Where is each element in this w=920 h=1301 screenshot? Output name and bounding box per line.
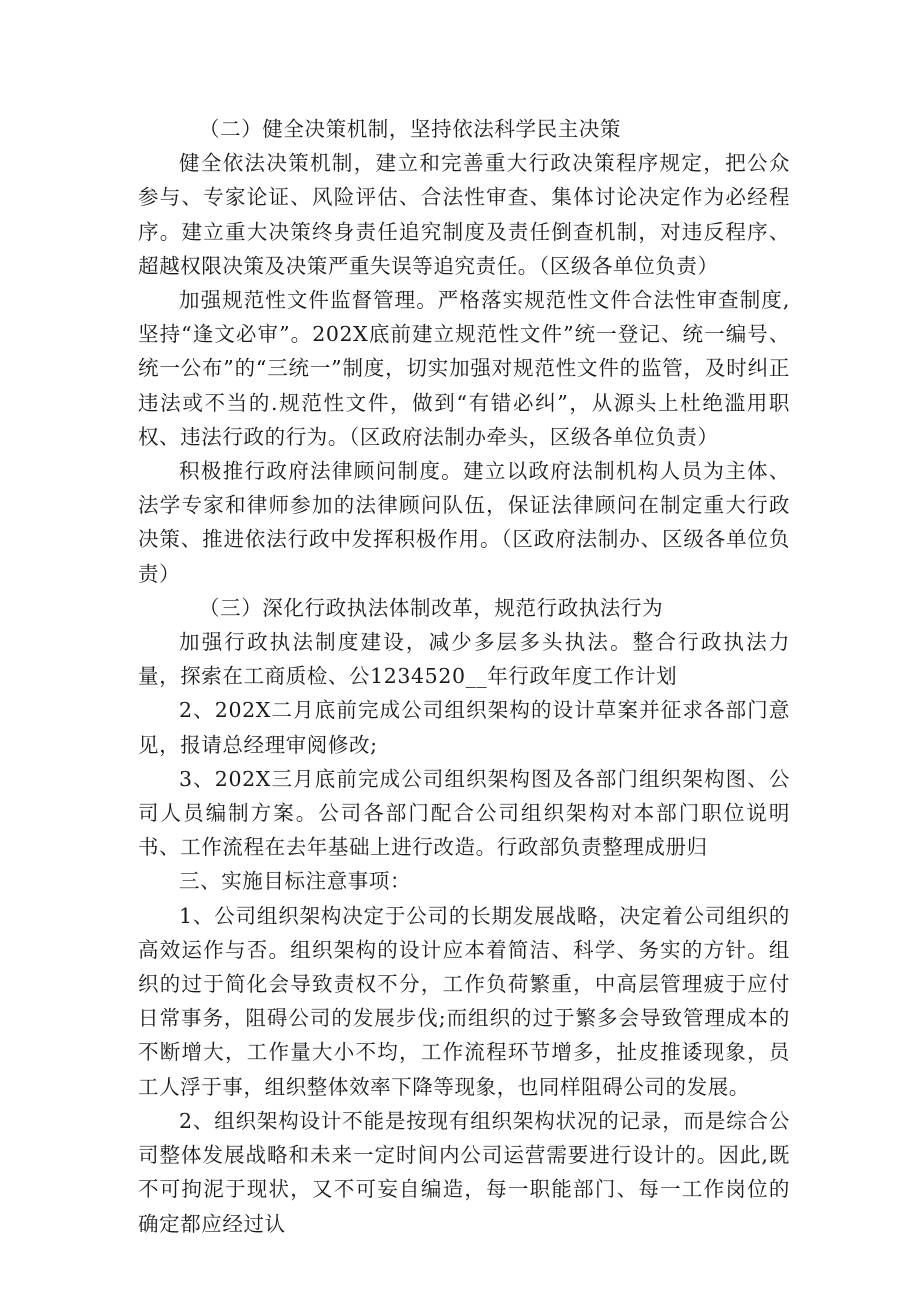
section-heading-notes: 三、实施目标注意事项： [179, 869, 412, 894]
list-item-2: 2、202X二月底前完成公司组织架构的设计草案并征求各部门意见，报请总经理审阅修改; [138, 698, 790, 757]
note-item-1: 1、公司组织架构决定于公司的长期发展战略，决定着公司组织的高效运作与否。组织架构的设计应本着简洁、科学、务实的方针。组织的过于简化会导致责权不分，工作负荷繁重，中高层管理疲于应付日常事务，阻碍公司的发展步伐;而组织的过于繁多会导致管理成本的不断增大，工作量大小不均，工作流程环节增多，扯皮推诿现象，员工人浮于事，组织整体效率下降等现象，也同样阻碍公司的发展。 [138, 903, 790, 1099]
paragraph-normative-documents: 加强规范性文件监督管理。严格落实规范性文件合法性审查制度,坚持“逢文必审”。202X底前建立规范性文件”统一登记、统一编号、统一公布”的“三统一”制度，切实加强对规范性文件的监管，及时纠正违法或不当的.规范性文件，做到“有错必纠”，从源头上杜绝滥用职权、违法行政的行为。（区政府法制办牵头，区级各单位负责） [138, 288, 790, 449]
document-body [138, 112, 790, 1241]
list-item-3: 3、202X三月底前完成公司组织架构图及各部门组织架构图、公司人员编制方案。公司各部门配合公司组织架构对本部门职位说明书、工作流程在去年基础上进行改造。行政部负责整理成册归 [138, 766, 790, 860]
note-item-2: 2、组织架构设计不能是按现有组织架构状况的记录，而是综合公司整体发展战略和未来一定时间内公司运营需要进行设计的。因此,既不可拘泥于现状，又不可妄自编造，每一职能部门、每一工作岗位的确定都应经过认 [138, 1108, 790, 1236]
paragraph-legal-advisor: 积极推行政府法律顾问制度。建立以政府法制机构人员为主体、法学专家和律师参加的法律顾问队伍，保证法律顾问在制定重大行政决策、推进依法行政中发挥积极作用。（区政府法制办、区级各单位负责） [138, 459, 790, 586]
section-heading-3: （三）深化行政执法体制改革，规范行政执法行为 [199, 595, 664, 620]
paragraph-decision-mechanism: 健全依法决策机制，建立和完善重大行政决策程序规定，把公众参与、专家论证、风险评估、合法性审查、集体讨论决定作为必经程序。建立重大决策终身责任追究制度及责任倒查机制，对违反程序、超越权限决策及决策严重失误等追究责任。（区级各单位负责） [138, 151, 790, 278]
section-heading-2: （二）健全决策机制，坚持依法科学民主决策 [199, 117, 621, 141]
paragraph-enforcement-system: 加强行政执法制度建设，减少多层多头执法。整合行政执法力量，探索在工商质检、公1234520__年行政年度工作计划 [138, 630, 790, 689]
